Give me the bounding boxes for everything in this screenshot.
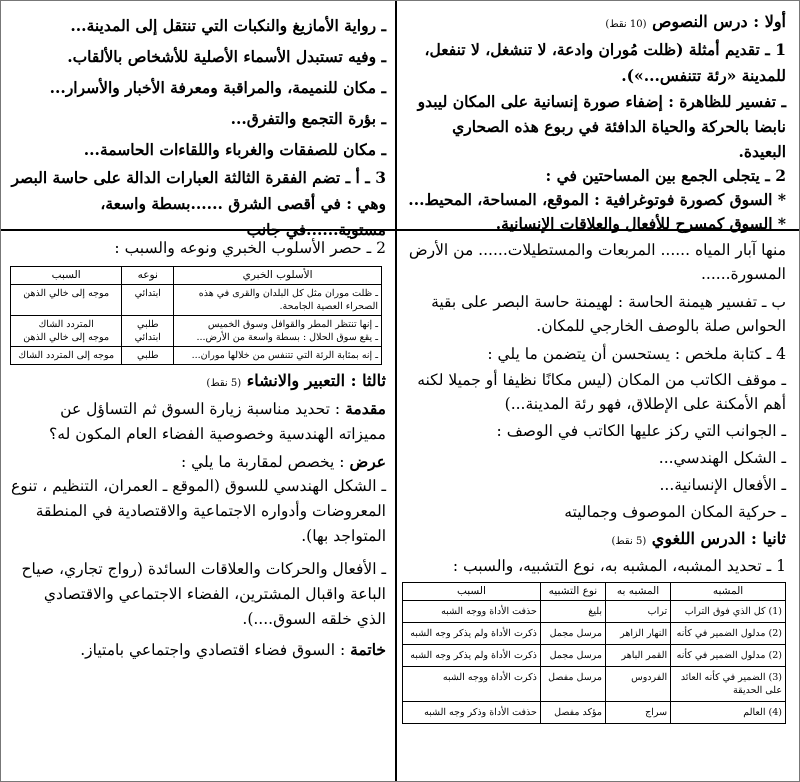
paragraph: ـ بؤرة التجمع والتفرق... [230,109,386,128]
paragraph: ـ حركية المكان الموصوف وجماليته [564,503,786,521]
table-cell: القمر الباهر [606,645,671,667]
paragraph: * السوق كصورة فوتوغرافية : الموقع، المساحة، المحيط... [408,190,786,209]
table-cell: النهار الزاهر [606,623,671,645]
table-cell: ذكرت الأداة ولم يذكر وجه الشبه [403,623,541,645]
table-row [11,285,382,316]
table-cell: سراج [606,702,671,724]
body-paragraph [10,450,386,474]
column-header: الأسلوب الخبري [174,267,382,285]
table-cell: طلبي ابتدائي [122,316,174,347]
paragraph: 2 ـ حصر الأسلوب الخبري ونوعه والسبب : [114,239,386,257]
section-points: (5 نقط) [206,378,242,389]
column-header: نوع التشبيه [540,583,605,601]
table-cell: ـ ظلت موران مثل كل البلدان والقرى في هذه الصحراء العصية الجامحة. [174,285,382,316]
paragraph: * السوق كمسرح للأفعال والعلاقات الإنسانية. [495,214,786,233]
conclusion-paragraph [10,638,386,662]
table-cell: ـ إنها تنتظر المطر والقوافل وسوق الخميس ـ يقع سوق الحلال : بسطة واسعة من الأرض... [174,316,382,347]
intro-paragraph [10,396,386,447]
paragraph: ـ مكان للنميمة، والمراقبة ومعرفة الأخبار والأسرار... [49,78,386,97]
table-cell: موجه إلى خالي الذهن [11,285,122,316]
table-cell: بليغ [540,601,605,623]
table-cell: مرسل مجمل [540,623,605,645]
table-cell: (2) مدلول الضمير في كأنه [671,645,786,667]
paragraph: ب ـ تفسير هيمنة الحاسة : لهيمنة حاسة البصر على بقية الحواس صلة بالوصف الخارجي للمكان. [431,293,786,335]
table-cell: ابتدائي [122,285,174,316]
table-cell: ذكرت الأداة ووجه الشبه [403,667,541,702]
table-cell: المتردد الشاك موجه إلى خالي الذهن [11,316,122,347]
intro-text: : تحديد مناسبة زيارة السوق ثم التساؤل عن مميزاته الهندسية وخصوصية الفضاء العام المكون له؟ [49,400,386,443]
table-cell: حذفت الأداة وذكر وجه الشبه [403,702,541,724]
table-cell: مرسل مجمل [540,645,605,667]
paragraph: 3 ـ أ ـ تضم الفقرة الثالثة العبارات الدالة على حاسة البصر وهي : في أقصى الشرق ......بسطة واسعة، مستوية......في جانب [11,168,386,239]
simile-table [402,582,786,724]
column-header: المشبه [671,583,786,601]
table-row [403,601,786,623]
intro-label: مقدمة [345,399,386,418]
paragraph: ـ رواية الأمازيغ والنكبات التي تنتقل إلى المدينة... [70,16,386,35]
table-cell: ـ إنه بمثابة الرئة التي تتنفس من خلالها موران... [174,347,382,365]
section-language-lesson [398,232,794,776]
column-header: السبب [11,267,122,285]
section-khabar-and-writing [6,232,392,776]
section-texts-lesson [398,6,794,233]
column-header: نوعه [122,267,174,285]
paragraph: ـ وفيه تستبدل الأسماء الأصلية للأشخاص بالألقاب. [67,47,386,66]
conclusion-text: : السوق فضاء اقتصادي واجتماعي بامتياز. [80,641,346,659]
section-title-text: أولا : درس النصوص [652,12,786,31]
paragraph: 2 ـ يتجلى الجمع بين المساحتين في : [545,166,786,185]
paragraph: ـ الشكل الهندسي... [658,449,786,467]
column-header: السبب [403,583,541,601]
table-row [11,347,382,365]
khabar-table [10,266,382,365]
column-header: المشبه به [606,583,671,601]
table-header-row [403,583,786,601]
section-points: (10 نقط) [605,19,647,30]
table-row [11,316,382,347]
paragraph: ـ الجوانب التي ركز عليها الكاتب في الوصف : [496,422,786,440]
paragraph: ـ الأفعال الإنسانية... [659,476,786,494]
table-cell: موجه إلى المتردد الشاك [11,347,122,365]
paragraph: ـ مكان للصفقات والغرباء واللقاءات الحاسمة... [83,140,386,159]
paragraph: 1 ـ تقديم أمثلة (ظلت مُوران وادعة، لا تنشغل، لا تنفعل، للمدينة «رئة تتنفس...»). [424,40,786,85]
table-cell: (2) مدلول الضمير في كأنه [671,623,786,645]
vertical-divider [395,0,397,782]
section-title [10,369,386,396]
body-text: : يخصص لمقاربة ما يلي : [180,453,345,471]
table-header-row [11,267,382,285]
table-row [403,667,786,702]
table-cell: (4) العالم [671,702,786,724]
table-cell: (1) كل الذي فوق التراب [671,601,786,623]
section-continuation [6,6,392,239]
paragraph: ـ الأفعال والحركات والعلاقات السائدة (رواج تجاري، صياح الباعة واقبال المشترين، الفضاء الاجتماعي والاقتصادي الذي خلقه السوق....). [21,560,386,628]
paragraph: ـ موقف الكاتب من المكان (ليس مكانًا نظيفا أو جميلا لكنه أهم الأمكنة على الإطلاق، فهو رئة المدينة...) [417,371,786,413]
section-title [404,527,786,554]
section-title-text: ثالثا : التعبير والانشاء [246,371,386,390]
conclusion-label: خاتمة [350,640,386,659]
table-cell: طلبي [122,347,174,365]
table-cell: الفردوس [606,667,671,702]
section-title [404,10,786,37]
section-title-text: ثانيا : الدرس اللغوي [651,529,786,548]
body-label: عرض [349,452,386,471]
paragraph: 1 ـ تحديد المشبه، المشبه به، نوع التشبيه، والسبب : [452,557,786,575]
paragraph: ـ تفسير للظاهرة : إضفاء صورة إنسانية على المكان ليبدو نابضا بالحركة والحياة الدافئة في ربوع هذه الصحاري البعيدة. [417,92,786,161]
table-cell: مؤكد مفصل [540,702,605,724]
section-points: (5 نقط) [611,536,647,547]
table-cell: ذكرت الأداة ولم يذكر وجه الشبه [403,645,541,667]
paragraph: ـ الشكل الهندسي للسوق (الموقع ـ العمران، التنظيم ، تنوع المعروضات وأدواره الاجتماعية والاقتصادية في المنطقة المتواجد بها). [11,477,386,545]
table-row [403,623,786,645]
table-row [403,702,786,724]
table-cell: حذفت الأداة ووجه الشبه [403,601,541,623]
paragraph: 4 ـ كتابة ملخص : يستحسن أن يتضمن ما يلي : [487,345,786,363]
table-cell: تراب [606,601,671,623]
table-cell: (3) الضمير في كأنه العائد على الحديقة [671,667,786,702]
paragraph: منها آبار المياه ...... المربعات والمستطيلات...... من الأرض المسورة...... [408,241,786,283]
table-cell: مرسل مفصل [540,667,605,702]
table-row [403,645,786,667]
